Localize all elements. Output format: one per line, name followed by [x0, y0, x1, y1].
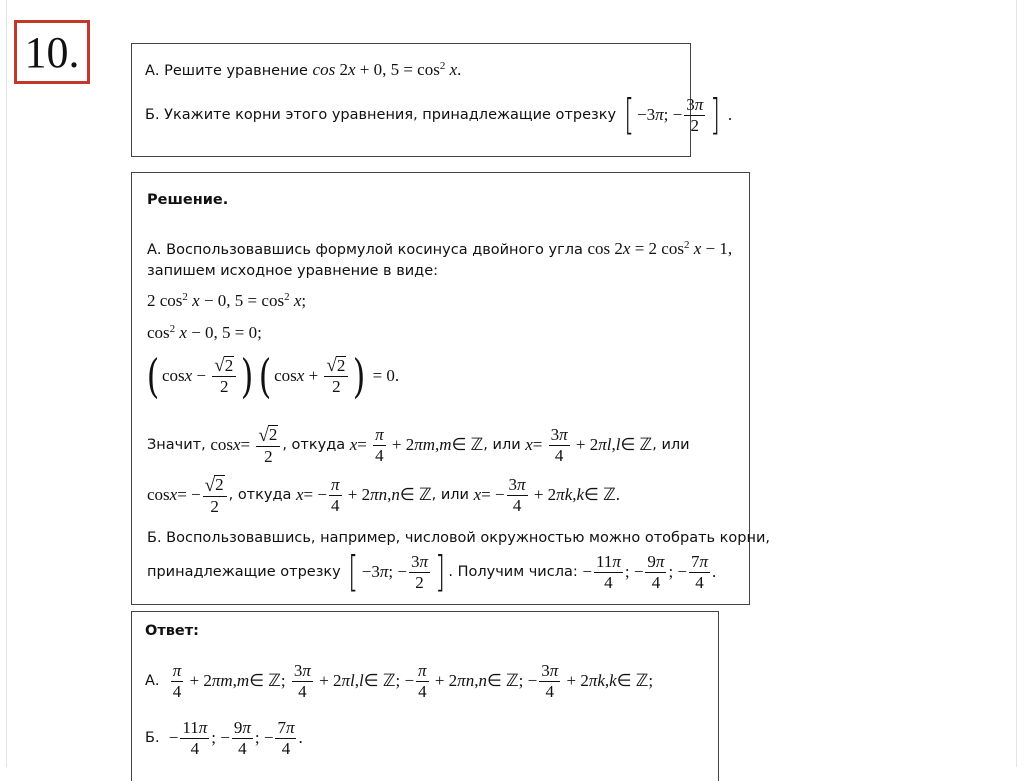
- task-b: [145, 90, 733, 139]
- ili-text-3: или: [440, 487, 469, 504]
- answer-heading: Ответ:: [145, 623, 199, 639]
- answer-b: Б. − $\frac{11\pi}{4}$ ; − $\frac{9\pi}{4}$ ; − $\frac{7\pi}{4}$ .: [145, 718, 303, 758]
- equation-2: $\cos^2 x - 0$, 5 = 0;: [147, 323, 262, 342]
- answer-a-label: А.: [145, 673, 160, 690]
- left-edge-line: [6, 0, 7, 767]
- double-angle-formula: cos 2x = 2 $\cos^2 x - 1$,: [587, 239, 733, 258]
- solution-line-1: Значит, cos x = √ 2 2 , откуда x = $\frac{\pi}{4}$ + 2 πm , m ∈ ℤ , или x = $\frac{3\pi}{4}$ + 2 πl , l ∈ ℤ , или: [147, 424, 690, 466]
- task-a-text: Решите уравнение: [164, 63, 308, 79]
- solution-b-line-2: принадлежащие отрезку [ −3 π ; − $\frac{3\pi}{2}$ ] . Получим числа: − $\frac{11\pi}{4}$ ; − $\frac{9\pi}{4}$ ; − $\frac{7\pi}{4}$ .: [147, 547, 717, 596]
- equation-3: ( cos x − √ 2 2 ) ( cos x + √ 2 2 ) = 0.: [146, 349, 400, 403]
- task-a: [145, 60, 461, 80]
- ili-text-2: или: [661, 437, 690, 454]
- task-b-interval: [ −3 π ; − $\frac{3\pi}{2}$ ] .: [623, 90, 733, 139]
- solution-a-intro-2: запишем исходное уравнение в виде:: [147, 263, 438, 279]
- task-b-label: Б.: [145, 107, 160, 123]
- solution-b-text-2: принадлежащие отрезку: [147, 564, 341, 580]
- solution-b-text-1: Б. Воспользовавшись, например, числовой окружностью можно отобрать корни,: [147, 530, 771, 546]
- answer-b-label: Б.: [145, 730, 160, 747]
- equation-3-rhs: = 0.: [372, 366, 400, 385]
- solution-line-2: cos x = − √ 2 2 , откуда x = − $\frac{\pi}{4}$ + 2 πn , n ∈ ℤ , или x = − $\frac{3\pi}{4}$ + 2 πk , k ∈ ℤ.: [147, 474, 620, 516]
- task-a-label: А.: [145, 63, 160, 79]
- solution-box: [131, 172, 771, 605]
- ili-text-1: или: [492, 437, 521, 454]
- slide-number: 10.: [14, 20, 90, 84]
- otkuda-text-1: откуда: [291, 437, 346, 454]
- task-b-text: Укажите корни этого уравнения, принадлежащие отрезку: [164, 107, 617, 123]
- task-box: [131, 43, 733, 157]
- right-edge-line: [1016, 0, 1017, 767]
- znachit-text: Значит,: [147, 437, 206, 454]
- otkuda-text-2: откуда: [237, 487, 292, 504]
- solution-a-intro: [147, 239, 732, 259]
- answer-a: А. $\frac{\pi}{4}$ + 2 πm , m ∈ ℤ; $\frac{3\pi}{4}$ + 2 πl , l ∈ ℤ; − $\frac{\pi}{4}$ + 2 πn , n ∈ ℤ; − $\frac{3\pi}{4}$ + 2 πk , k ∈ ℤ;: [145, 661, 654, 701]
- answer-box: [131, 611, 719, 781]
- equation-1: 2 $\cos^2 x - 0$, $5 = \cos^2 x$;: [147, 291, 307, 310]
- solution-a-intro-text: А. Воспользовавшись формулой косинуса двойного угла: [147, 242, 583, 258]
- solution-heading: Решение.: [147, 192, 229, 208]
- task-a-equation: cos 2x + 0, $5 = \cos^2 x$.: [312, 60, 462, 79]
- solution-b-text-3: . Получим числа:: [448, 564, 578, 580]
